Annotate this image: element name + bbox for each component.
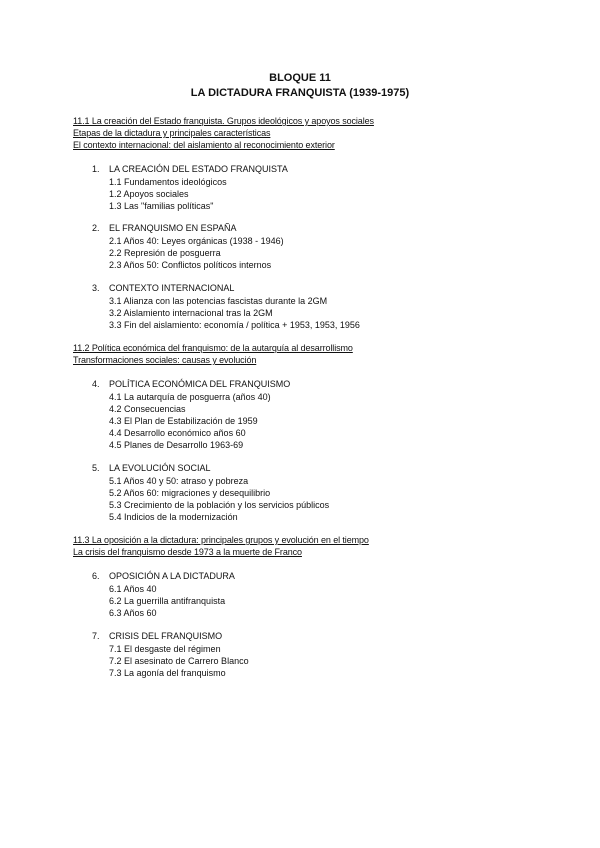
section-number: 6.	[92, 571, 100, 581]
list-item: 5.1 Años 40 y 50: atraso y pobreza	[109, 476, 249, 486]
list-item: 4.1 La autarquía de posguerra (años 40)	[109, 392, 271, 402]
section-heading-7	[92, 631, 222, 642]
section-items-4	[109, 391, 271, 451]
section-title: CONTEXTO INTERNACIONAL	[109, 283, 235, 293]
section-number: 7.	[92, 631, 100, 641]
list-item: 2.2 Represión de posguerra	[109, 248, 221, 258]
list-item: 1.1 Fundamentos ideológicos	[109, 177, 227, 187]
section-number: 4.	[92, 379, 100, 389]
list-item: 4.3 El Plan de Estabilización de 1959	[109, 416, 258, 426]
section-title: CRISIS DEL FRANQUISMO	[109, 631, 223, 641]
section-title: OPOSICIÓN A LA DICTADURA	[109, 571, 235, 581]
topic-heading-11-3: 11.3 La oposición a la dictadura: principales grupos y evolución en el tiempo	[73, 535, 369, 545]
section-items-3	[109, 295, 360, 331]
section-items-7	[109, 643, 249, 679]
list-item: 7.1 El desgaste del régimen	[109, 644, 221, 654]
topic-heading-11-2-b: Transformaciones sociales: causas y evolución	[73, 355, 257, 365]
list-item: 3.2 Aislamiento internacional tras la 2GM	[109, 308, 273, 318]
section-heading-2	[92, 223, 237, 234]
section-items-1	[109, 176, 227, 212]
list-item: 3.1 Alianza con las potencias fascistas durante la 2GM	[109, 296, 328, 306]
section-heading-4	[92, 379, 290, 390]
section-title: LA EVOLUCIÓN SOCIAL	[109, 463, 211, 473]
list-item: 5.4 Indicios de la modernización	[109, 512, 238, 522]
list-item: 3.3 Fin del aislamiento: economía / política + 1953, 1953, 1956	[109, 320, 360, 330]
section-title: LA CREACIÓN DEL ESTADO FRANQUISTA	[109, 164, 288, 174]
list-item: 6.2 La guerrilla antifranquista	[109, 596, 226, 606]
list-item: 5.3 Crecimiento de la población y los servicios públicos	[109, 500, 330, 510]
section-heading-1	[92, 164, 288, 175]
topic-heading-11-1: 11.1 La creación del Estado franquista. Grupos ideológicos y apoyos sociales	[73, 116, 374, 126]
topic-heading-11-1-c: El contexto internacional: del aislamiento al reconocimiento exterior	[73, 140, 335, 150]
section-number: 5.	[92, 463, 100, 473]
list-item: 1.2 Apoyos sociales	[109, 189, 189, 199]
section-title: EL FRANQUISMO EN ESPAÑA	[109, 223, 237, 233]
section-heading-5	[92, 463, 211, 474]
section-items-2	[109, 235, 284, 271]
topic-heading-11-3-b: La crisis del franquismo desde 1973 a la muerte de Franco	[73, 547, 302, 557]
list-item: 2.3 Años 50: Conflictos políticos internos	[109, 260, 272, 270]
list-item: 5.2 Años 60: migraciones y desequilibrio	[109, 488, 271, 498]
list-item: 4.2 Consecuencias	[109, 404, 186, 414]
section-number: 3.	[92, 283, 100, 293]
document-subtitle: LA DICTADURA FRANQUISTA (1939-1975)	[190, 87, 410, 99]
section-number: 2.	[92, 223, 100, 233]
topic-heading-11-2: 11.2 Política económica del franquismo: de la autarquía al desarrollismo	[73, 343, 353, 353]
list-item: 6.3 Años 60	[109, 608, 157, 618]
document-title: BLOQUE 11	[269, 72, 331, 84]
section-items-6	[109, 583, 225, 619]
list-item: 4.5 Planes de Desarrollo 1963-69	[109, 440, 244, 450]
list-item: 7.2 El asesinato de Carrero Blanco	[109, 656, 249, 666]
section-title: POLÍTICA ECONÓMICA DEL FRANQUISMO	[109, 379, 291, 389]
list-item: 1.3 Las "familias políticas"	[109, 201, 214, 211]
section-heading-6	[92, 571, 235, 582]
section-items-5	[109, 475, 329, 523]
list-item: 7.3 La agonía del franquismo	[109, 668, 226, 678]
section-heading-3	[92, 283, 234, 294]
list-item: 4.4 Desarrollo económico años 60	[109, 428, 246, 438]
topic-heading-11-1-b: Etapas de la dictadura y principales características	[73, 128, 271, 138]
section-number: 1.	[92, 164, 100, 174]
list-item: 6.1 Años 40	[109, 584, 157, 594]
list-item: 2.1 Años 40: Leyes orgánicas (1938 - 1946)	[109, 236, 284, 246]
